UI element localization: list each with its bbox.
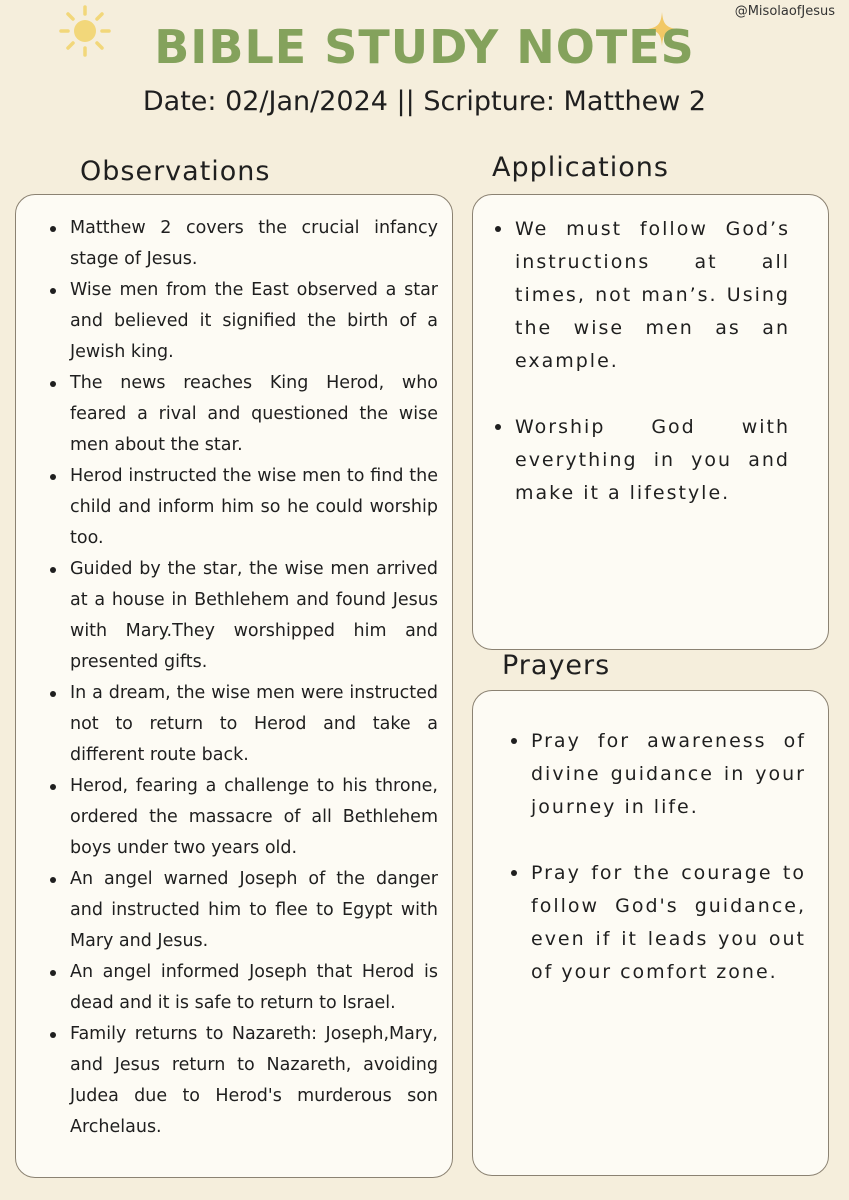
applications-card	[472, 194, 829, 650]
list-item	[50, 678, 438, 771]
bullet-icon	[50, 226, 56, 232]
list-item-text: Worship God with everything in you and make it a lifestyle.	[515, 416, 790, 504]
page-title: BIBLE STUDY NOTES	[154, 20, 695, 74]
list-item-text: An angel warned Joseph of the danger and instructed him to flee to Egypt with Mary and Jesus.	[70, 869, 438, 951]
bullet-icon	[50, 784, 56, 790]
bullet-icon	[50, 691, 56, 697]
list-item	[50, 771, 438, 864]
list-item-text: In a dream, the wise men were instructed not to return to Herod and take a different route back.	[70, 683, 438, 765]
list-item	[495, 411, 790, 510]
observations-card	[15, 194, 453, 1178]
applications-list	[495, 213, 790, 543]
list-item-text: Wise men from the East observed a star and believed it signified the birth of a Jewish king.	[70, 280, 438, 362]
bullet-icon	[50, 877, 56, 883]
list-item-text: Matthew 2 covers the crucial infancy stage of Jesus.	[70, 218, 438, 269]
bullet-icon	[50, 474, 56, 480]
prayers-heading: Prayers	[502, 650, 611, 681]
list-item	[511, 857, 806, 989]
list-item	[50, 368, 438, 461]
bullet-icon	[50, 288, 56, 294]
list-item	[50, 275, 438, 368]
list-item-text: Pray for the courage to follow God's guidance, even if it leads you out of your comfort zone.	[531, 862, 806, 983]
bullet-icon	[50, 970, 56, 976]
author-handle: @MisolaofJesus	[734, 4, 835, 19]
list-item	[511, 725, 806, 824]
bullet-icon	[495, 424, 501, 430]
observations-heading: Observations	[80, 156, 271, 187]
bullet-icon	[511, 870, 517, 876]
list-item-text: Guided by the star, the wise men arrived at a house in Bethlehem and found Jesus with Mary.They worshipped him and presented gifts.	[70, 559, 438, 672]
list-item-text: Herod, fearing a challenge to his throne, ordered the massacre of all Bethlehem boys under two years old.	[70, 776, 438, 858]
list-item-text: Herod instructed the wise men to find the child and inform him so he could worship too.	[70, 466, 438, 548]
list-item	[50, 213, 438, 275]
applications-heading: Applications	[492, 152, 669, 183]
bullet-icon	[511, 738, 517, 744]
list-item-text: An angel informed Joseph that Herod is dead and it is safe to return to Israel.	[70, 962, 438, 1013]
list-item	[50, 957, 438, 1019]
list-item	[50, 864, 438, 957]
prayers-list	[511, 725, 806, 1022]
list-item-text: Family returns to Nazareth: Joseph,Mary, and Jesus return to Nazareth, avoiding Judea due to Herod's murderous son Archelaus.	[70, 1024, 438, 1137]
list-item	[50, 554, 438, 678]
bullet-icon	[50, 1032, 56, 1038]
list-item-text: We must follow God’s instructions at all times, not man’s. Using the wise men as an example.	[515, 218, 790, 372]
bullet-icon	[50, 567, 56, 573]
prayers-card	[472, 690, 829, 1176]
list-item-text: Pray for awareness of divine guidance in your journey in life.	[531, 730, 806, 818]
list-item	[50, 461, 438, 554]
observations-list	[50, 213, 438, 1143]
bullet-icon	[495, 226, 501, 232]
list-item	[50, 1019, 438, 1143]
bullet-icon	[50, 381, 56, 387]
date-scripture-line: Date: 02/Jan/2024 || Scripture: Matthew 2	[142, 86, 707, 117]
list-item-text: The news reaches King Herod, who feared a rival and questioned the wise men about the star.	[70, 373, 438, 455]
list-item	[495, 213, 790, 378]
